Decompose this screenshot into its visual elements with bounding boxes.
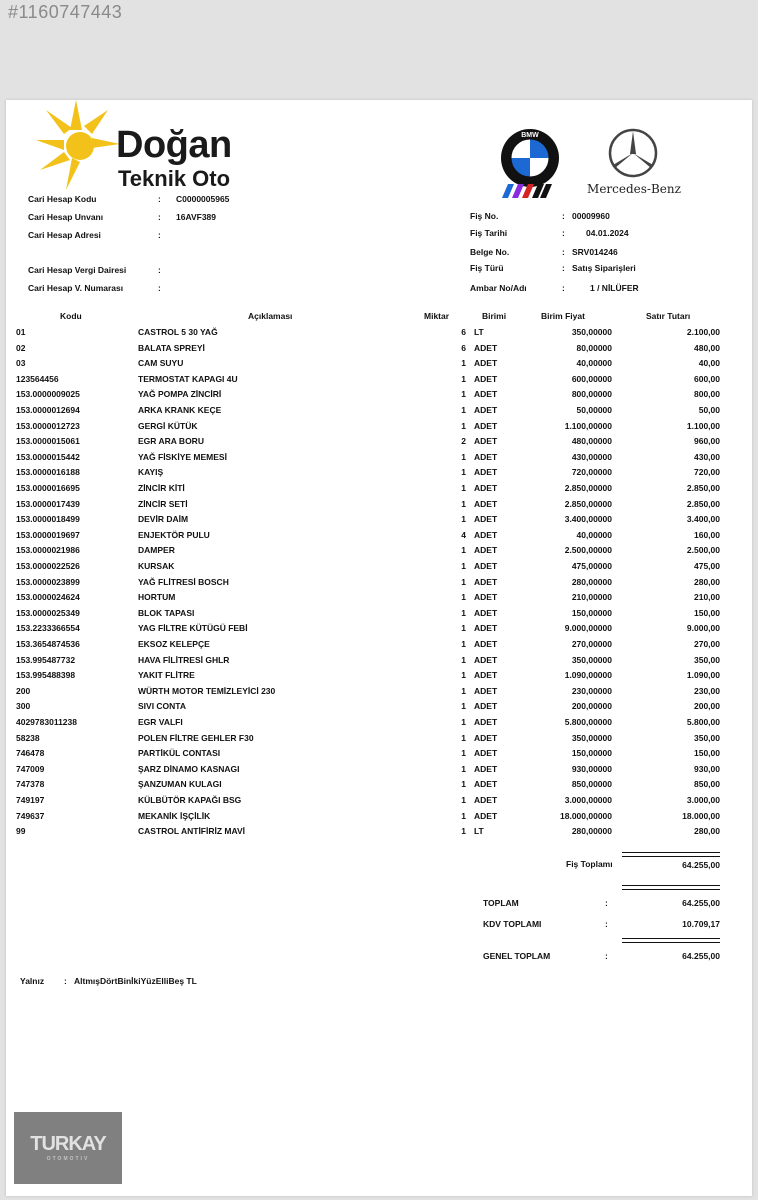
- sep: :: [158, 230, 161, 240]
- item-unit: ADET: [474, 373, 498, 384]
- item-quantity: 1: [461, 545, 466, 556]
- item-unit: ADET: [474, 810, 498, 821]
- col-kodu: Kodu: [60, 311, 82, 321]
- item-quantity: 1: [461, 514, 466, 525]
- item-quantity: 1: [461, 826, 466, 837]
- item-unit-price: 600,00000: [571, 373, 612, 384]
- fis-no-label: Fiş No.: [470, 211, 499, 221]
- item-unit-price: 930,00000: [571, 763, 612, 774]
- item-unit: ADET: [474, 389, 498, 400]
- item-code: 153.0000025349: [16, 607, 80, 618]
- item-line-total: 280,00: [694, 826, 720, 837]
- mercedes-text: Mercedes-Benz: [587, 182, 681, 196]
- item-unit: ADET: [474, 654, 498, 665]
- item-unit-price: 850,00000: [571, 779, 612, 790]
- turkay-sub: OTOMOTIV: [46, 1156, 90, 1162]
- item-quantity: 1: [461, 685, 466, 696]
- item-line-total: 3.400,00: [686, 514, 720, 525]
- table-row: [6, 701, 752, 716]
- item-unit-price: 350,00000: [571, 732, 612, 743]
- sep: :: [605, 898, 608, 908]
- item-unit: ADET: [474, 405, 498, 415]
- item-line-total: 930,00: [694, 763, 720, 774]
- item-quantity: 1: [461, 389, 466, 400]
- item-line-total: 2.850,00: [686, 483, 720, 493]
- mercedes-logo: [584, 128, 680, 204]
- item-unit-price: 430,00000: [571, 451, 612, 462]
- item-code: 153.0000021986: [16, 545, 80, 556]
- item-description: WÜRTH MOTOR TEMİZLEYİCİ 230: [138, 685, 276, 696]
- item-description: SIVI CONTA: [138, 701, 187, 712]
- item-code: 153.2233366554: [16, 623, 80, 634]
- sun-logo-icon: [36, 100, 120, 192]
- item-unit: ADET: [474, 467, 498, 478]
- item-code: 01: [16, 327, 26, 337]
- table-row: [6, 826, 752, 841]
- item-description: KÜLBÜTÖR KAPAĞI BSG: [138, 795, 242, 805]
- item-unit: ADET: [474, 561, 498, 571]
- table-row: [6, 452, 752, 467]
- item-quantity: 1: [461, 373, 466, 384]
- item-quantity: 1: [461, 451, 466, 462]
- table-row: [6, 358, 752, 373]
- item-unit: ADET: [474, 576, 498, 587]
- table-row: [6, 623, 752, 638]
- item-unit-price: 2.500,00000: [564, 545, 612, 556]
- item-line-total: 270,00: [694, 639, 720, 649]
- item-unit: LT: [474, 327, 484, 337]
- item-line-total: 40,00: [698, 358, 720, 369]
- table-row: [6, 421, 752, 436]
- item-code: 747009: [16, 763, 45, 774]
- table-row: [6, 717, 752, 732]
- table-row: [6, 343, 752, 358]
- item-unit-price: 480,00000: [571, 436, 612, 447]
- kdv-label: KDV TOPLAMI: [483, 919, 542, 929]
- double-rule: [622, 852, 720, 857]
- yalniz-text: AltmışDörtBinİkiYüzElliBeş TL: [74, 976, 197, 986]
- sep: :: [64, 976, 67, 986]
- item-unit-price: 1.090,00000: [564, 670, 612, 681]
- item-code: 99: [16, 826, 26, 837]
- item-description: EGR VALFI: [138, 717, 183, 727]
- item-quantity: 2: [461, 436, 466, 447]
- item-quantity: 1: [461, 561, 466, 571]
- item-code: 200: [16, 685, 31, 696]
- item-unit-price: 280,00000: [571, 576, 612, 587]
- item-description: YAĞ FİSKİYE MEMESİ: [138, 451, 227, 462]
- item-description: KAYIŞ: [138, 467, 164, 478]
- col-satir-tutari: Satır Tutarı: [646, 311, 691, 321]
- item-unit-price: 200,00000: [571, 701, 612, 712]
- fis-turu-label: Fiş Türü: [470, 263, 504, 273]
- item-unit: ADET: [474, 436, 498, 447]
- item-unit: ADET: [474, 545, 498, 556]
- ambar-value: 1 / NİLÜFER: [590, 283, 639, 293]
- item-unit-price: 80,00000: [576, 342, 612, 353]
- table-row: [6, 748, 752, 763]
- table-row: [6, 686, 752, 701]
- table-row: [6, 405, 752, 420]
- item-quantity: 1: [461, 467, 466, 478]
- item-line-total: 160,00: [694, 529, 720, 540]
- item-unit-price: 230,00000: [571, 685, 612, 696]
- item-description: GERGİ KÜTÜK: [138, 420, 198, 431]
- fis-tarihi-label: Fiş Tarihi: [470, 228, 508, 238]
- ambar-label: Ambar No/Adı: [470, 283, 527, 293]
- belge-no-value: SRV014246: [572, 247, 618, 257]
- item-line-total: 18.000,00: [682, 810, 720, 821]
- item-code: 58238: [16, 732, 40, 743]
- item-description: CASTROL 5 30 YAĞ: [138, 327, 218, 337]
- item-description: MEKANİK İŞÇİLİK: [138, 810, 211, 821]
- item-quantity: 1: [461, 795, 466, 805]
- item-code: 153.0000012694: [16, 405, 80, 415]
- item-unit-price: 475,00000: [571, 561, 612, 571]
- cari-adres-label: Cari Hesap Adresi: [28, 230, 101, 240]
- item-code: 153.0000023899: [16, 576, 80, 587]
- item-line-total: 9.000,00: [686, 623, 720, 634]
- item-description: EKSOZ KELEPÇE: [138, 639, 210, 649]
- table-row: [6, 389, 752, 404]
- item-unit: ADET: [474, 342, 498, 353]
- table-row: [6, 577, 752, 592]
- item-line-total: 200,00: [694, 701, 720, 712]
- table-row: [6, 670, 752, 685]
- table-row: [6, 592, 752, 607]
- item-unit: ADET: [474, 358, 498, 369]
- item-description: PARTİKÜL CONTASI: [138, 748, 221, 759]
- item-code: 153.0000019697: [16, 529, 80, 540]
- cari-kodu-value: C0000005965: [176, 194, 230, 204]
- item-unit-price: 720,00000: [571, 467, 612, 478]
- item-unit-price: 1.100,00000: [564, 420, 612, 431]
- item-quantity: 1: [461, 654, 466, 665]
- item-quantity: 1: [461, 639, 466, 649]
- item-quantity: 1: [461, 498, 466, 509]
- item-code: 153.995488398: [16, 670, 76, 681]
- item-code: 02: [16, 342, 26, 353]
- item-unit: ADET: [474, 451, 498, 462]
- table-row: [6, 733, 752, 748]
- item-quantity: 4: [461, 529, 466, 540]
- item-code: 153.0000016695: [16, 483, 80, 493]
- table-row: [6, 530, 752, 545]
- item-unit-price: 2.850,00000: [564, 498, 612, 509]
- double-rule: [622, 885, 720, 890]
- vergi-no-label: Cari Hesap V. Numarası: [28, 283, 124, 293]
- item-unit-price: 9.000,00000: [564, 623, 612, 634]
- item-quantity: 1: [461, 701, 466, 712]
- item-unit: ADET: [474, 685, 498, 696]
- item-quantity: 1: [461, 607, 466, 618]
- item-description: POLEN FİLTRE GEHLER F30: [138, 732, 254, 743]
- sep: :: [605, 951, 608, 961]
- item-line-total: 430,00: [694, 451, 720, 462]
- sep: :: [158, 194, 161, 204]
- item-line-total: 5.800,00: [686, 717, 720, 727]
- item-description: CASTROL ANTİFİRİZ MAVİ: [138, 826, 246, 837]
- item-unit: ADET: [474, 763, 498, 774]
- item-unit-price: 18.000,00000: [560, 810, 612, 821]
- item-quantity: 1: [461, 779, 466, 790]
- item-line-total: 1.090,00: [686, 670, 720, 681]
- item-line-total: 720,00: [694, 467, 720, 478]
- cari-kodu-label: Cari Hesap Kodu: [28, 194, 97, 204]
- item-description: ZİNCİR SETİ: [138, 498, 188, 509]
- table-row: [6, 327, 752, 342]
- item-quantity: 1: [461, 763, 466, 774]
- item-line-total: 2.100,00: [686, 327, 720, 337]
- item-unit-price: 270,00000: [571, 639, 612, 649]
- item-code: 03: [16, 358, 26, 369]
- item-line-total: 475,00: [694, 561, 720, 571]
- sep: :: [562, 283, 565, 293]
- sep: :: [562, 228, 565, 238]
- item-line-total: 600,00: [694, 373, 720, 384]
- turkay-brand: TURKAY: [30, 1133, 106, 1155]
- item-code: 4029783011238: [16, 717, 77, 727]
- item-description: YAĞ FLİTRESİ BOSCH: [138, 576, 229, 587]
- item-unit-price: 800,00000: [571, 389, 612, 400]
- table-row: [6, 374, 752, 389]
- item-description: ARKA KRANK KEÇE: [138, 405, 222, 415]
- table-row: [6, 436, 752, 451]
- item-code: 153.0000012723: [16, 420, 80, 431]
- item-unit: ADET: [474, 607, 498, 618]
- item-code: 746478: [16, 748, 45, 759]
- item-description: ŞARZ DİNAMO KASNAGI: [138, 763, 240, 774]
- item-quantity: 1: [461, 810, 466, 821]
- item-unit-price: 350,00000: [571, 327, 612, 337]
- item-line-total: 50,00: [698, 405, 720, 415]
- cari-unvan-value: 16AVF389: [176, 212, 217, 222]
- item-code: 153.0000015061: [16, 436, 80, 447]
- cari-unvan-label: Cari Hesap Unvanı: [28, 212, 104, 222]
- item-quantity: 1: [461, 420, 466, 431]
- item-code: 153.0000022526: [16, 561, 80, 571]
- fis-toplami-value: 64.255,00: [682, 860, 720, 870]
- item-code: 749637: [16, 810, 45, 821]
- turkay-watermark-logo: [14, 1112, 122, 1184]
- col-miktar: Miktar: [424, 311, 450, 321]
- sep: :: [605, 919, 608, 929]
- bmw-logo-icon: [500, 128, 560, 188]
- table-row: [6, 608, 752, 623]
- item-quantity: 1: [461, 483, 466, 493]
- item-line-total: 350,00: [694, 732, 720, 743]
- company-name-line1: Doğan: [116, 124, 232, 166]
- invoice-sheet: [6, 100, 752, 1196]
- vergi-dairesi-label: Cari Hesap Vergi Dairesi: [28, 265, 127, 275]
- item-unit: ADET: [474, 514, 498, 525]
- sep: :: [158, 265, 161, 275]
- fis-no-value: 00009960: [572, 211, 610, 221]
- item-description: YAĞ POMPA ZİNCİRİ: [138, 389, 222, 400]
- item-unit-price: 5.800,00000: [564, 717, 612, 727]
- item-description: EGR ARA BORU: [138, 436, 204, 447]
- item-description: ZİNCİR KİTİ: [138, 483, 185, 493]
- col-birim-fiyat: Birim Fiyat: [541, 311, 585, 321]
- item-quantity: 1: [461, 358, 466, 369]
- table-row: [6, 545, 752, 560]
- table-row: [6, 639, 752, 654]
- m-stripes-icon: [502, 184, 552, 198]
- item-line-total: 2.850,00: [686, 498, 720, 509]
- company-name-line2: Teknik Oto: [118, 166, 231, 191]
- toplam-value: 64.255,00: [682, 898, 720, 908]
- table-row: [6, 779, 752, 794]
- item-line-total: 150,00: [694, 607, 720, 618]
- item-code: 153.995487732: [16, 654, 76, 665]
- item-description: YAG FİLTRE KÜTÜGÜ FEBİ: [138, 623, 248, 634]
- kdv-value: 10.709,17: [682, 919, 720, 929]
- item-unit-price: 50,00000: [576, 405, 612, 415]
- genel-toplam-value: 64.255,00: [682, 951, 720, 961]
- fis-turu-value: Satış Siparişleri: [572, 263, 636, 273]
- item-unit: ADET: [474, 748, 498, 759]
- item-code: 747378: [16, 779, 45, 790]
- item-quantity: 1: [461, 732, 466, 743]
- item-code: 153.0000017439: [16, 498, 80, 509]
- col-birimi: Birimi: [482, 311, 507, 321]
- item-description: DAMPER: [138, 545, 175, 556]
- sep: :: [562, 263, 565, 273]
- item-line-total: 960,00: [694, 436, 720, 447]
- item-quantity: 1: [461, 670, 466, 681]
- fis-toplami-label: Fiş Toplamı: [566, 859, 613, 869]
- item-description: BALATA SPREYİ: [138, 342, 205, 353]
- item-line-total: 210,00: [694, 592, 720, 603]
- item-quantity: 6: [461, 327, 466, 337]
- item-line-total: 280,00: [694, 576, 720, 587]
- fis-tarihi-value: 04.01.2024: [586, 228, 629, 238]
- image-id-watermark: #1160747443: [8, 2, 123, 22]
- item-line-total: 350,00: [694, 654, 720, 665]
- item-unit: ADET: [474, 701, 498, 712]
- item-quantity: 1: [461, 748, 466, 759]
- item-line-total: 150,00: [694, 748, 720, 759]
- item-unit: ADET: [474, 529, 498, 540]
- item-code: 153.0000016188: [16, 467, 80, 478]
- item-line-total: 2.500,00: [686, 545, 720, 556]
- item-unit-price: 150,00000: [571, 607, 612, 618]
- item-unit-price: 150,00000: [571, 748, 612, 759]
- item-unit-price: 350,00000: [571, 654, 612, 665]
- item-unit: ADET: [474, 639, 498, 649]
- sep: :: [158, 212, 161, 222]
- table-row: [6, 561, 752, 576]
- item-description: HAVA FİLİTRESİ GHLR: [138, 654, 230, 665]
- mercedes-star-icon: [608, 128, 658, 178]
- table-row: [6, 483, 752, 498]
- item-unit: ADET: [474, 779, 498, 790]
- item-code: 123564456: [16, 373, 59, 384]
- item-unit-price: 3.000,00000: [564, 795, 612, 805]
- item-unit: LT: [474, 826, 484, 837]
- item-code: 153.0000024624: [16, 592, 80, 603]
- item-code: 153.3654874536: [16, 639, 80, 649]
- toplam-label: TOPLAM: [483, 898, 519, 908]
- item-unit: ADET: [474, 732, 498, 743]
- item-unit: ADET: [474, 420, 498, 431]
- table-row: [6, 795, 752, 810]
- sep: :: [158, 283, 161, 293]
- item-unit-price: 3.400,00000: [564, 514, 612, 525]
- item-unit: ADET: [474, 592, 498, 603]
- item-quantity: 1: [461, 405, 466, 415]
- item-quantity: 1: [461, 592, 466, 603]
- item-unit: ADET: [474, 795, 498, 805]
- item-description: TERMOSTAT KAPAGI 4U: [138, 373, 238, 384]
- item-description: HORTUM: [138, 592, 176, 603]
- item-unit-price: 40,00000: [576, 358, 612, 369]
- item-line-total: 230,00: [694, 685, 720, 696]
- item-description: YAKIT FLİTRE: [138, 670, 195, 681]
- item-code: 300: [16, 701, 31, 712]
- table-row: [6, 467, 752, 482]
- item-unit-price: 280,00000: [571, 826, 612, 837]
- item-line-total: 800,00: [694, 389, 720, 400]
- sep: :: [562, 211, 565, 221]
- item-line-total: 3.000,00: [686, 795, 720, 805]
- item-description: ENJEKTÖR PULU: [138, 529, 210, 540]
- item-unit: ADET: [474, 623, 498, 634]
- company-logo: [36, 100, 236, 192]
- item-description: KURSAK: [138, 561, 175, 571]
- item-code: 153.0000018499: [16, 514, 80, 525]
- item-code: 153.0000009025: [16, 389, 80, 400]
- item-code: 153.0000015442: [16, 451, 80, 462]
- col-aciklama: Açıklaması: [248, 311, 293, 321]
- genel-toplam-label: GENEL TOPLAM: [483, 951, 551, 961]
- item-description: ŞANZUMAN KULAGI: [138, 779, 222, 790]
- table-row: [6, 764, 752, 779]
- item-unit: ADET: [474, 483, 498, 493]
- item-description: CAM SUYU: [138, 358, 184, 369]
- item-unit-price: 210,00000: [571, 592, 612, 603]
- table-row: [6, 514, 752, 529]
- item-quantity: 1: [461, 576, 466, 587]
- belge-no-label: Belge No.: [470, 247, 510, 257]
- item-unit-price: 2.850,00000: [564, 483, 612, 493]
- item-line-total: 480,00: [694, 342, 720, 353]
- bmw-letters: BMW: [521, 132, 539, 139]
- item-line-total: 850,00: [694, 779, 720, 790]
- item-description: DEVİR DAİM: [138, 514, 189, 525]
- double-rule: [622, 938, 720, 943]
- item-unit: ADET: [474, 670, 498, 681]
- item-unit: ADET: [474, 717, 498, 727]
- item-description: BLOK TAPASI: [138, 607, 195, 618]
- item-line-total: 1.100,00: [686, 420, 720, 431]
- yalniz-label: Yalnız: [20, 976, 45, 986]
- item-quantity: 6: [461, 342, 466, 353]
- table-row: [6, 499, 752, 514]
- item-code: 749197: [16, 795, 45, 805]
- table-row: [6, 655, 752, 670]
- sep: :: [562, 247, 565, 257]
- table-row: [6, 811, 752, 826]
- item-unit: ADET: [474, 498, 498, 509]
- item-quantity: 1: [461, 623, 466, 634]
- item-quantity: 1: [461, 717, 466, 727]
- item-unit-price: 40,00000: [576, 529, 612, 540]
